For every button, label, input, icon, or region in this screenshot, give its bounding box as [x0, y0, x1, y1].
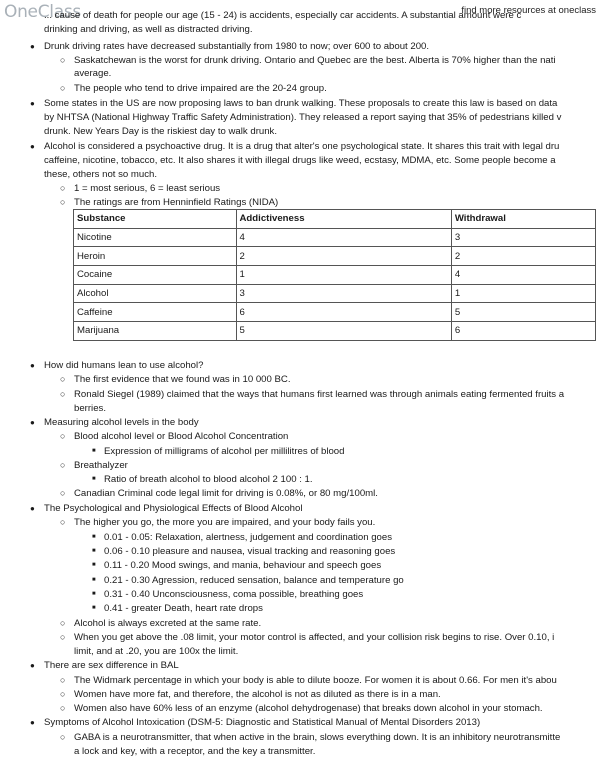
text-line: average.	[74, 68, 112, 79]
text-line: The Widmark percentage in which your body is able to dilute booze. For women it is about 0.66. For men it's abou	[74, 675, 557, 686]
text-line: 0.11 - 0.20 Mood swings, and mania, behaviour and speech goes	[104, 560, 382, 571]
ratings-table	[73, 209, 596, 341]
table-cell: 6	[451, 322, 595, 341]
text-line: Women have more fat, and therefore, the alcohol is not as diluted as there is in a man.	[74, 689, 441, 700]
text-line: berries.	[74, 403, 106, 414]
text-line: Symptoms of Alcohol Intoxication (DSM-5: Diagnostic and Statistical Manual of Mental Disorders 2013)	[44, 717, 481, 728]
text-line: caffeine, nicotine, tobacco, etc. It also shares it with illegal drugs like weed, ecstasy, MDMA, etc. Some people become a	[44, 155, 556, 166]
bullet-hollow-icon: ○	[60, 55, 66, 65]
text-line: Alcohol is always excreted at the same rate.	[74, 618, 262, 629]
table-cell: 6	[236, 303, 451, 322]
table-row	[74, 247, 596, 266]
bullet-icon: ●	[30, 504, 35, 513]
table-row	[74, 228, 596, 247]
table-row	[74, 284, 596, 303]
text-line: drinking and driving, as well as distracted driving.	[44, 24, 253, 35]
text-line: The Psychological and Physiological Effects of Blood Alcohol	[44, 503, 303, 514]
bullet-square-icon: ■	[92, 448, 96, 454]
bullet-hollow-icon: ○	[60, 83, 66, 93]
bullet-square-icon: ■	[92, 548, 96, 554]
text-line: these, others not so much.	[44, 169, 158, 180]
table-cell: Caffeine	[74, 303, 237, 322]
table-cell: 2	[236, 247, 451, 266]
table-header: Addictiveness	[236, 210, 451, 229]
table-row	[74, 266, 596, 285]
table-cell: 3	[236, 284, 451, 303]
table-cell: Cocaine	[74, 266, 237, 285]
table-cell: 4	[236, 228, 451, 247]
text-line: Expression of milligrams of alcohol per millilitres of blood	[104, 446, 345, 457]
bullet-square-icon: ■	[92, 534, 96, 540]
text-line: There are sex difference in BAL	[44, 660, 179, 671]
text-line: Alcohol is considered a psychoactive drug. It is a drug that alter's one psychological state. It shares this trait with legal dru	[44, 141, 560, 152]
table-cell: 4	[451, 266, 595, 285]
table-cell: 1	[236, 266, 451, 285]
text-line: drunk. New Years Day is the riskiest day to walk drunk.	[44, 126, 278, 137]
text-line: The people who tend to drive impaired are the 20-24 group.	[74, 83, 327, 94]
text-line: Some states in the US are now proposing laws to ban drunk walking. These proposals to create this law is based on data	[44, 98, 558, 109]
bullet-icon: ●	[30, 99, 35, 108]
text-line: GABA is a neurotransmitter, that when active in the brain, slows everything down. It is an inhibitory neurotransmitte	[74, 732, 561, 743]
bullet-square-icon: ■	[92, 605, 96, 611]
bullet-icon: ●	[30, 142, 35, 151]
bullet-hollow-icon: ○	[60, 431, 66, 441]
bullet-hollow-icon: ○	[60, 389, 66, 399]
bullet-square-icon: ■	[92, 591, 96, 597]
text-line: Drunk driving rates have decreased substantially from 1980 to now; over 600 to about 200.	[44, 41, 430, 52]
bullet-hollow-icon: ○	[60, 460, 66, 470]
text-line: Measuring alcohol levels in the body	[44, 417, 199, 428]
text-line: The higher you go, the more you are impaired, and your body fails you.	[74, 517, 376, 528]
bullet-icon: ●	[30, 361, 35, 370]
table-row	[74, 322, 596, 341]
bullet-icon: ●	[30, 661, 35, 670]
text-line: Ronald Siegel (1989) claimed that the ways that humans first learned was through animals eating fermented fruits a	[74, 389, 565, 400]
table-cell: 1	[451, 284, 595, 303]
bullet-hollow-icon: ○	[60, 703, 66, 713]
text-line: a lock and key, with a receptor, and the key a transmitter.	[74, 746, 316, 757]
table-cell: Alcohol	[74, 284, 237, 303]
text-line: 0.31 - 0.40 Unconsciousness, coma possible, breathing goes	[104, 589, 364, 600]
table-cell: Heroin	[74, 247, 237, 266]
text-line: 0.21 - 0.30 Agression, reduced sensation, balance and temperature go	[104, 575, 404, 586]
bullet-hollow-icon: ○	[60, 689, 66, 699]
bullet-hollow-icon: ○	[60, 517, 66, 527]
text-line: The first evidence that we found was in 10 000 BC.	[74, 374, 291, 385]
text-line: ... cause of death for people our age (15 - 24) is accidents, especially car accidents. A substantial amount were c	[44, 10, 522, 21]
text-line: 0.06 - 0.10 pleasure and nausea, visual tracking and reasoning goes	[104, 546, 396, 557]
text-line: Saskatchewan is the worst for drunk driving. Ontario and Quebec are the best. Alberta is 70% higher than the nati	[74, 55, 556, 66]
table-cell: 2	[451, 247, 595, 266]
bullet-square-icon: ■	[92, 562, 96, 568]
bullet-icon: ●	[30, 718, 35, 727]
text-line: Blood alcohol level or Blood Alcohol Concentration	[74, 431, 289, 442]
table-cell: 5	[236, 322, 451, 341]
bullet-square-icon: ■	[92, 577, 96, 583]
resources-link[interactable]: find more resources at oneclass	[461, 5, 596, 16]
text-line: 0.41 - greater Death, heart rate drops	[104, 603, 263, 614]
text-line: Canadian Criminal code legal limit for driving is 0.08%, or 80 mg/100ml.	[74, 488, 378, 499]
bullet-icon: ●	[30, 418, 35, 427]
bullet-hollow-icon: ○	[60, 488, 66, 498]
bullet-hollow-icon: ○	[60, 618, 66, 628]
table-cell: Nicotine	[74, 228, 237, 247]
bullet-hollow-icon: ○	[60, 632, 66, 642]
text-line: How did humans lean to use alcohol?	[44, 360, 204, 371]
text-line: When you get above the .08 limit, your motor control is affected, and your collision risk begins to rise. Over 0.10, i	[74, 632, 555, 643]
table-row	[74, 303, 596, 322]
bullet-hollow-icon: ○	[60, 374, 66, 384]
text-line: by NHTSA (National Highway Traffic Safety Administration). They released a report saying that 35% of pedestrians killed v	[44, 112, 562, 123]
bullet-square-icon: ■	[92, 476, 96, 482]
oneclass-logo: OneClass	[4, 2, 81, 22]
text-line: The ratings are from Henninfield Ratings (NIDA)	[74, 197, 279, 208]
table-header: Substance	[74, 210, 237, 229]
bullet-hollow-icon: ○	[60, 732, 66, 742]
table-cell: Marijuana	[74, 322, 237, 341]
bullet-hollow-icon: ○	[60, 197, 66, 207]
table-cell: 3	[451, 228, 595, 247]
bullet-hollow-icon: ○	[60, 675, 66, 685]
bullet-hollow-icon: ○	[60, 183, 66, 193]
table-header-row	[74, 210, 596, 229]
text-line: Women also have 60% less of an enzyme (alcohol dehydrogenase) that breaks down alcohol in your stomach.	[74, 703, 543, 714]
text-line: 0.01 - 0.05: Relaxation, alertness, judgement and coordination goes	[104, 532, 392, 543]
table-header: Withdrawal	[451, 210, 595, 229]
text-line: Ratio of breath alcohol to blood alcohol 2 100 : 1.	[104, 474, 313, 485]
text-line: 1 = most serious, 6 = least serious	[74, 183, 221, 194]
bullet-icon: ●	[30, 42, 35, 51]
table-cell: 5	[451, 303, 595, 322]
text-line: Breathalyzer	[74, 460, 128, 471]
text-line: limit, and at .20, you are 100x the limit.	[74, 646, 239, 657]
